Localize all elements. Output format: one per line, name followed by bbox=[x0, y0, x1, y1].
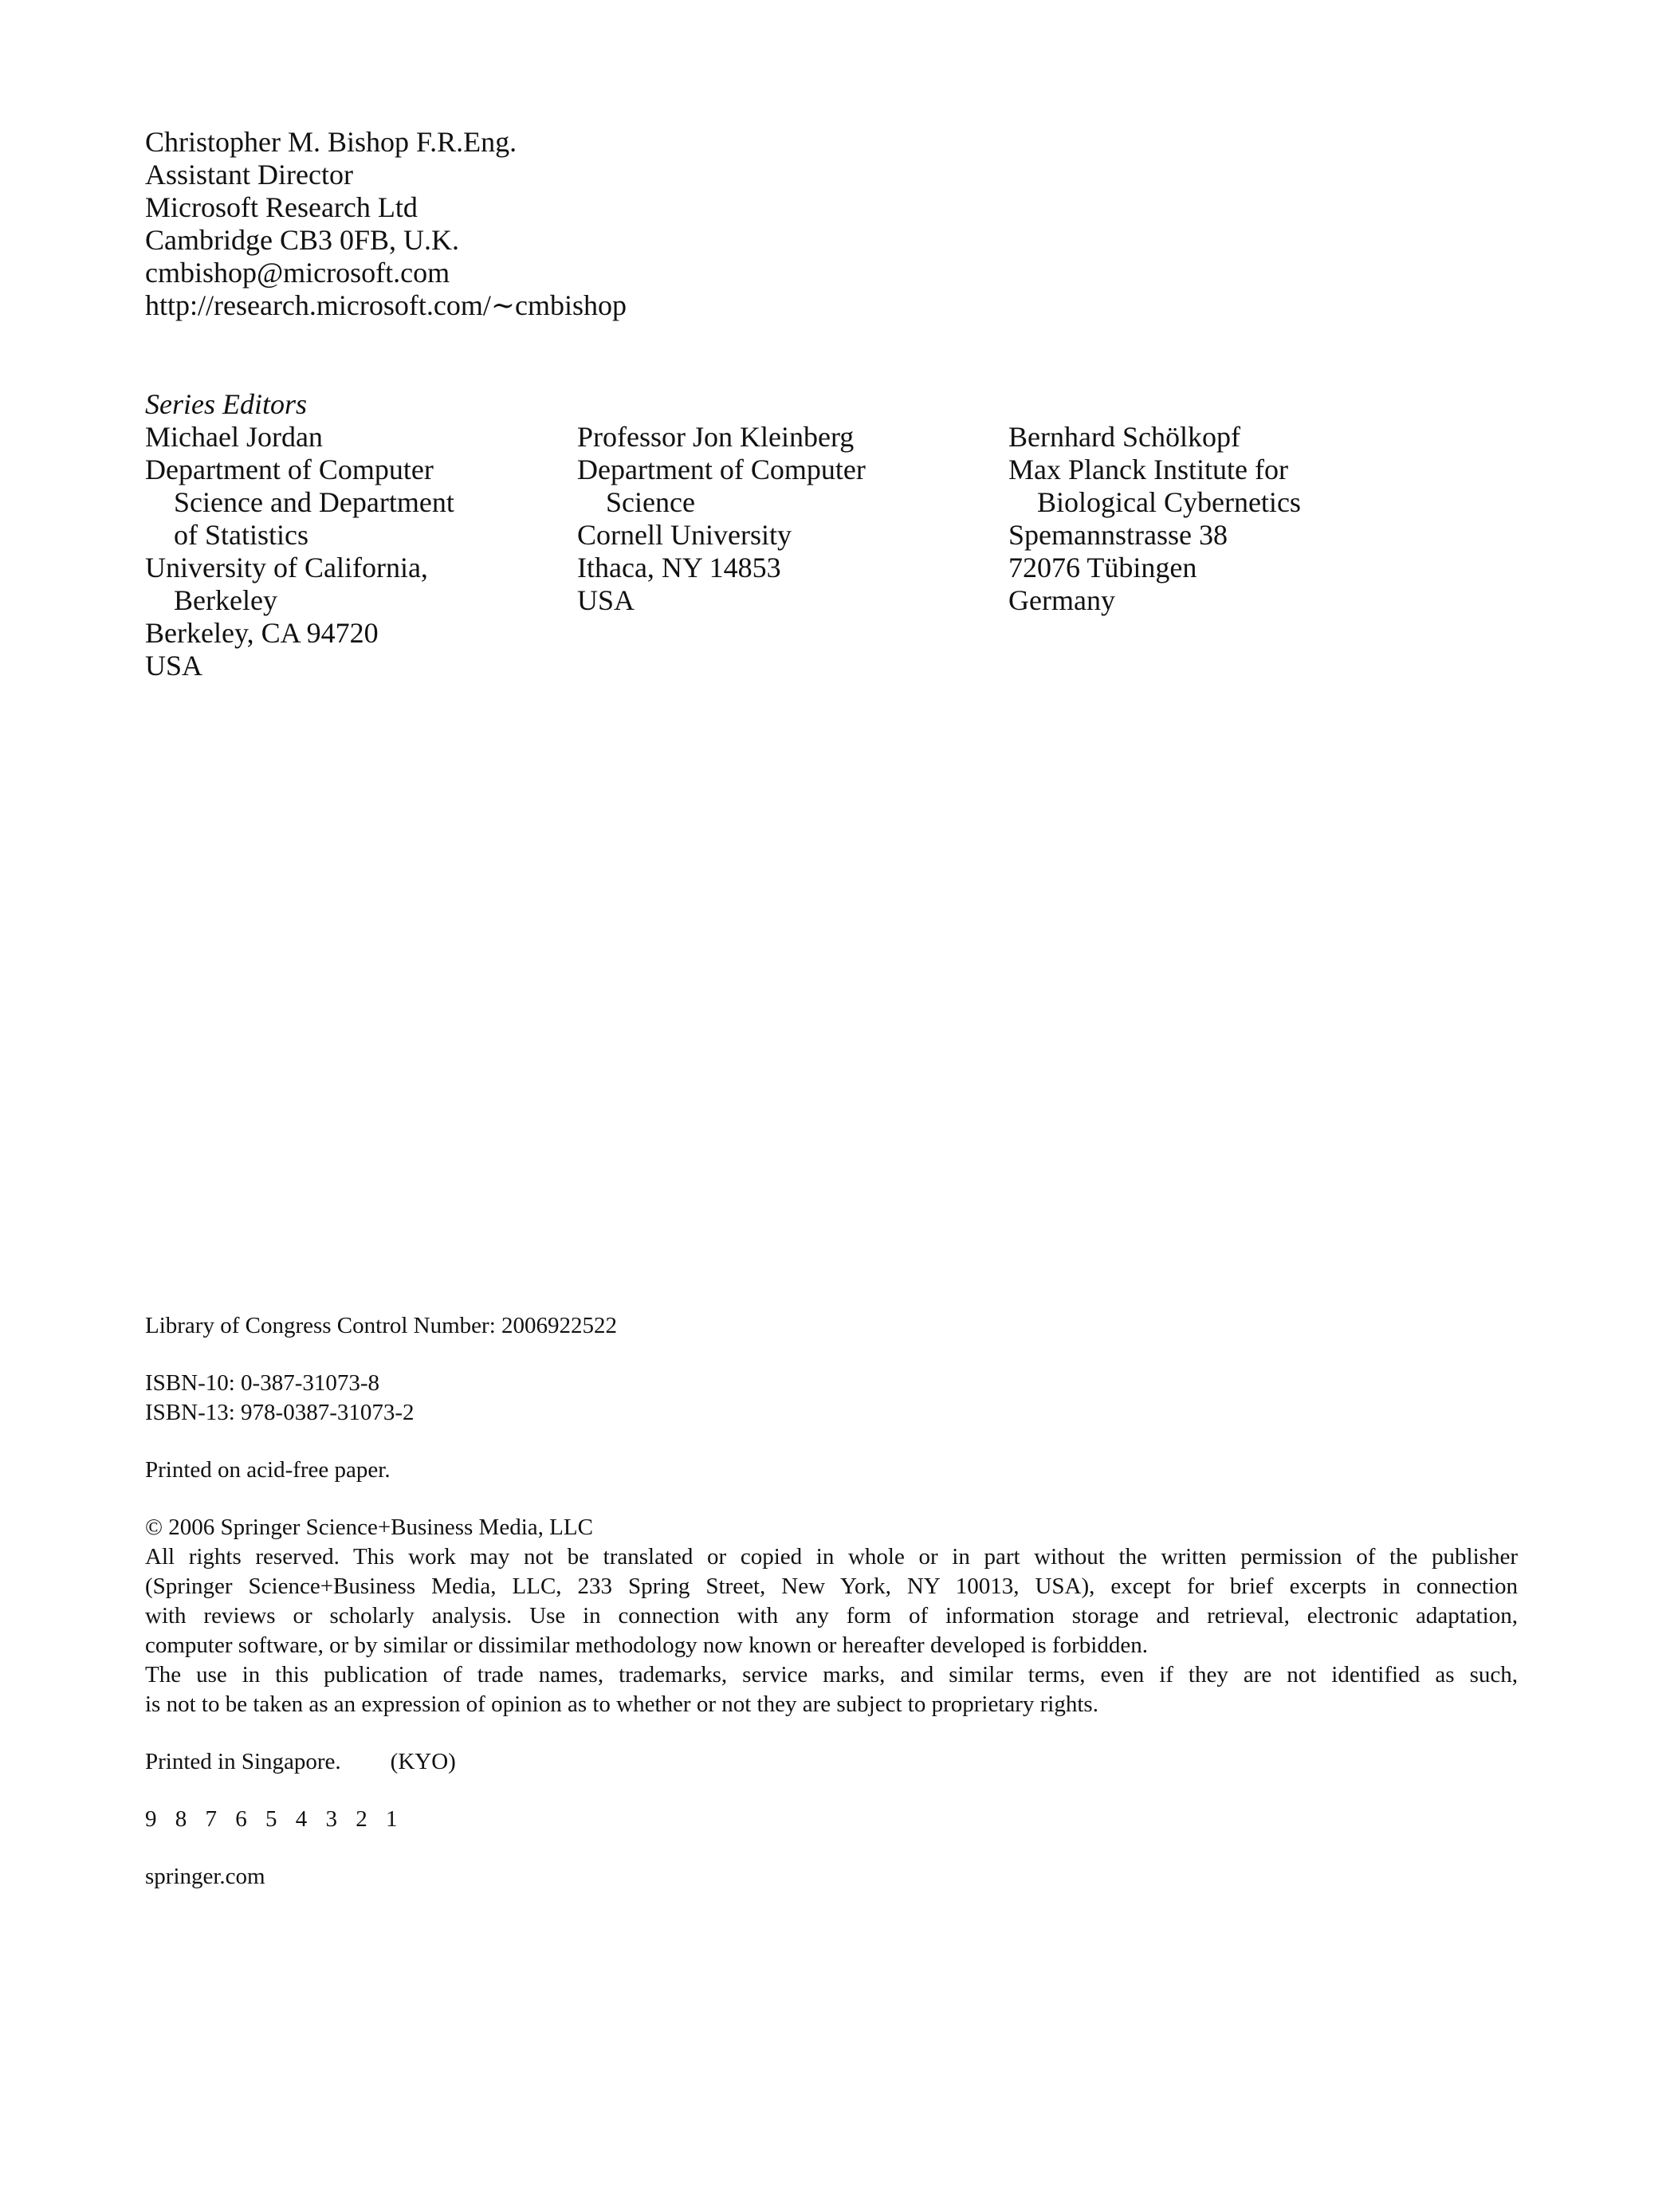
printed-in-line bbox=[145, 1747, 1518, 1777]
rights-line: (Springer Science+Business Media, LLC, 233 Spring Street, New York, NY 10013, USA), except for brief excerpts in connection bbox=[145, 1574, 1518, 1599]
editor-address-line: Berkeley bbox=[174, 584, 277, 616]
author-title: Assistant Director bbox=[145, 159, 353, 191]
series-editor-kleinberg bbox=[577, 421, 866, 617]
editor-address-line: Professor Jon Kleinberg bbox=[577, 421, 855, 453]
series-editors-heading: Series Editors bbox=[145, 388, 307, 420]
acid-free-paper-note: Printed on acid-free paper. bbox=[145, 1457, 391, 1483]
editor-address-line: Department of Computer bbox=[145, 454, 434, 485]
author-city: Cambridge CB3 0FB, U.K. bbox=[145, 224, 460, 256]
imprint-block bbox=[145, 1311, 1518, 1892]
lccn-line: Library of Congress Control Number: 2006922522 bbox=[145, 1313, 618, 1338]
editor-address-line: Ithaca, NY 14853 bbox=[577, 552, 781, 583]
editor-address-line: 72076 Tübingen bbox=[1008, 552, 1197, 583]
author-name: Christopher M. Bishop F.R.Eng. bbox=[145, 126, 517, 158]
copyright-notice: © 2006 Springer Science+Business Media, LLC bbox=[145, 1515, 593, 1540]
editor-address-line: Science bbox=[606, 486, 695, 518]
editor-address-line: Spemannstrasse 38 bbox=[1008, 519, 1228, 551]
publisher-website: springer.com bbox=[145, 1864, 265, 1889]
series-editor-jordan bbox=[145, 421, 454, 682]
editor-address-line: Science and Department bbox=[174, 486, 454, 518]
editor-address-line: University of California, bbox=[145, 552, 428, 583]
author-url: http://research.microsoft.com/∼cmbishop bbox=[145, 289, 627, 321]
series-editor-scholkopf bbox=[1008, 421, 1301, 617]
printed-in-country: Printed in Singapore. bbox=[145, 1749, 341, 1774]
isbn13-line: ISBN-13: 978-0387-31073-2 bbox=[145, 1400, 415, 1425]
rights-line: computer software, or by similar or dissimilar methodology now known or hereafter developed is forbidden. bbox=[145, 1632, 1148, 1658]
print-run-line: 9 8 7 6 5 4 3 2 1 bbox=[145, 1806, 404, 1832]
author-organization: Microsoft Research Ltd bbox=[145, 191, 418, 223]
editor-address-line: Department of Computer bbox=[577, 454, 866, 485]
editor-address-line: Cornell University bbox=[577, 519, 792, 551]
isbn10-line: ISBN-10: 0-387-31073-8 bbox=[145, 1370, 380, 1396]
printer-code: (KYO) bbox=[390, 1749, 456, 1774]
author-email: cmbishop@microsoft.com bbox=[145, 257, 450, 289]
editor-address-line: USA bbox=[577, 584, 635, 616]
editor-address-line: Michael Jordan bbox=[145, 421, 323, 453]
editor-address-line: of Statistics bbox=[174, 519, 308, 551]
editor-address-line: Bernhard Schölkopf bbox=[1008, 421, 1240, 453]
rights-line: with reviews or scholarly analysis. Use in connection with any form of information storage and retrieval, electronic adaptation, bbox=[145, 1603, 1518, 1629]
editor-address-line: Berkeley, CA 94720 bbox=[145, 617, 379, 649]
editor-address-line: USA bbox=[145, 650, 203, 682]
author-address-block bbox=[145, 126, 627, 322]
rights-line: All rights reserved. This work may not be translated or copied in whole or in part without the written permission of the publisher bbox=[145, 1544, 1518, 1570]
trademark-line: is not to be taken as an expression of opinion as to whether or not they are subject to proprietary rights. bbox=[145, 1691, 1098, 1717]
editor-address-line: Biological Cybernetics bbox=[1037, 486, 1301, 518]
editor-address-line: Max Planck Institute for bbox=[1008, 454, 1288, 485]
editor-address-line: Germany bbox=[1008, 584, 1115, 616]
trademark-line: The use in this publication of trade names, trademarks, service marks, and similar terms, even if they are not identified as such, bbox=[145, 1662, 1518, 1687]
